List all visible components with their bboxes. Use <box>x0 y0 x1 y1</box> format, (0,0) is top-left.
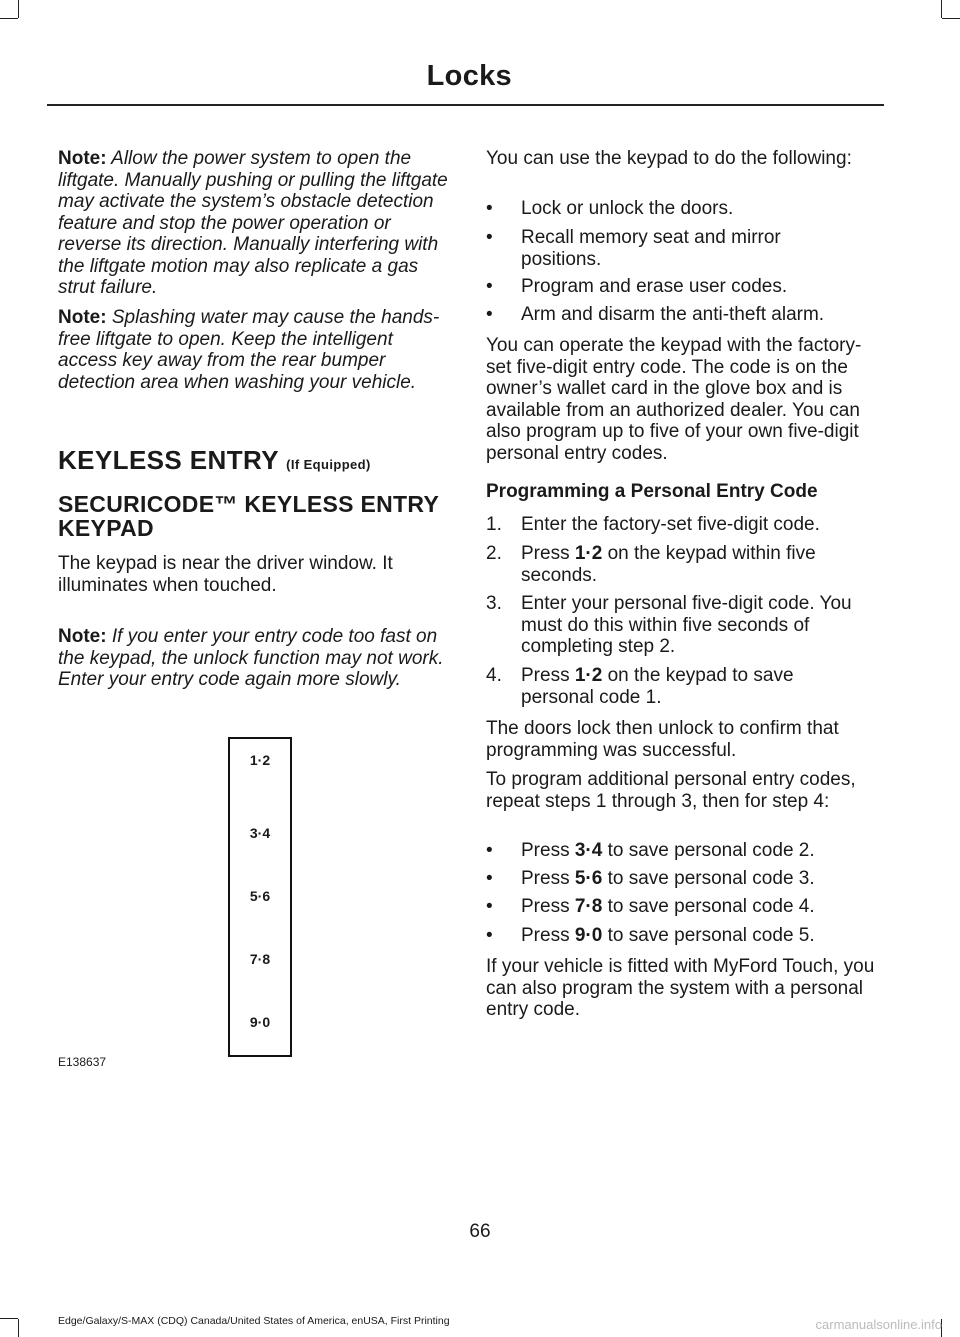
header-divider <box>47 104 884 106</box>
keypad-button-7-8: 7·8 <box>249 951 271 967</box>
keypad-button-5-6: 5·6 <box>249 888 271 904</box>
section-qualifier: (If Equipped) <box>286 457 371 472</box>
crop-mark <box>0 18 18 19</box>
keypad-button-1-2: 1·2 <box>249 752 271 768</box>
keypad-button-9-0: 9·0 <box>249 1014 271 1030</box>
keypad-button-3-4: 3·4 <box>249 825 271 841</box>
keypad-operate-text: You can operate the keypad with the factory-set five-digit entry code. The code is on the owner’s wallet card in the glove box and is available from an authorized dealer. You can also program up to five of your own five-digit personal entry codes. <box>486 335 862 464</box>
crop-mark <box>941 0 942 18</box>
figure-id: E138637 <box>58 1055 107 1069</box>
section-heading: KEYLESS ENTRY (If Equipped) <box>58 445 371 475</box>
footer-edition: Edge/Galaxy/S-MAX (CDQ) Canada/United States of America, enUSA, First Printing <box>58 1315 450 1327</box>
programming-heading: Programming a Personal Entry Code <box>486 481 818 502</box>
page-number: 66 <box>469 1221 491 1242</box>
keypad-intro: The keypad is near the driver window. It illuminates when touched. <box>58 553 393 596</box>
keypad-illustration <box>228 737 292 1057</box>
confirm-text: The doors lock then unlock to confirm that programming was successful. <box>486 718 839 761</box>
myford-touch-text: If your vehicle is fitted with MyFord Touch, you can also program the system with a personal entry code. <box>486 956 875 1020</box>
keypad-uses-intro: You can use the keypad to do the following: <box>486 148 852 169</box>
crop-mark <box>18 1319 19 1337</box>
watermark: carmanualsonline.info <box>815 1317 942 1332</box>
page-title: Locks <box>426 60 512 92</box>
note-power-liftgate: Note: Allow the power system to open the liftgate. Manually pushing or pulling the liftgate may activate the system’s obstacle detection feature and stop the power operation or reverse its direction. Manually interfering with the liftgate motion may also replicate a gas strut failure. <box>58 148 448 298</box>
note-splashing-water: Note: Splashing water may cause the hands-free liftgate to open. Keep the intelligent access key away from the rear bumper detection area when washing your vehicle. <box>58 307 440 393</box>
crop-mark <box>0 1318 18 1319</box>
crop-mark <box>942 18 960 19</box>
subsection-heading: SECURICODE™ KEYLESS ENTRY KEYPAD <box>58 491 439 541</box>
additional-codes-text: To program additional personal entry codes, repeat steps 1 through 3, then for step 4: <box>486 769 856 812</box>
crop-mark <box>18 0 19 18</box>
note-entry-too-fast: Note: If you enter your entry code too fast on the keypad, the unlock function may not work. Enter your entry code again more slowly. <box>58 626 444 690</box>
